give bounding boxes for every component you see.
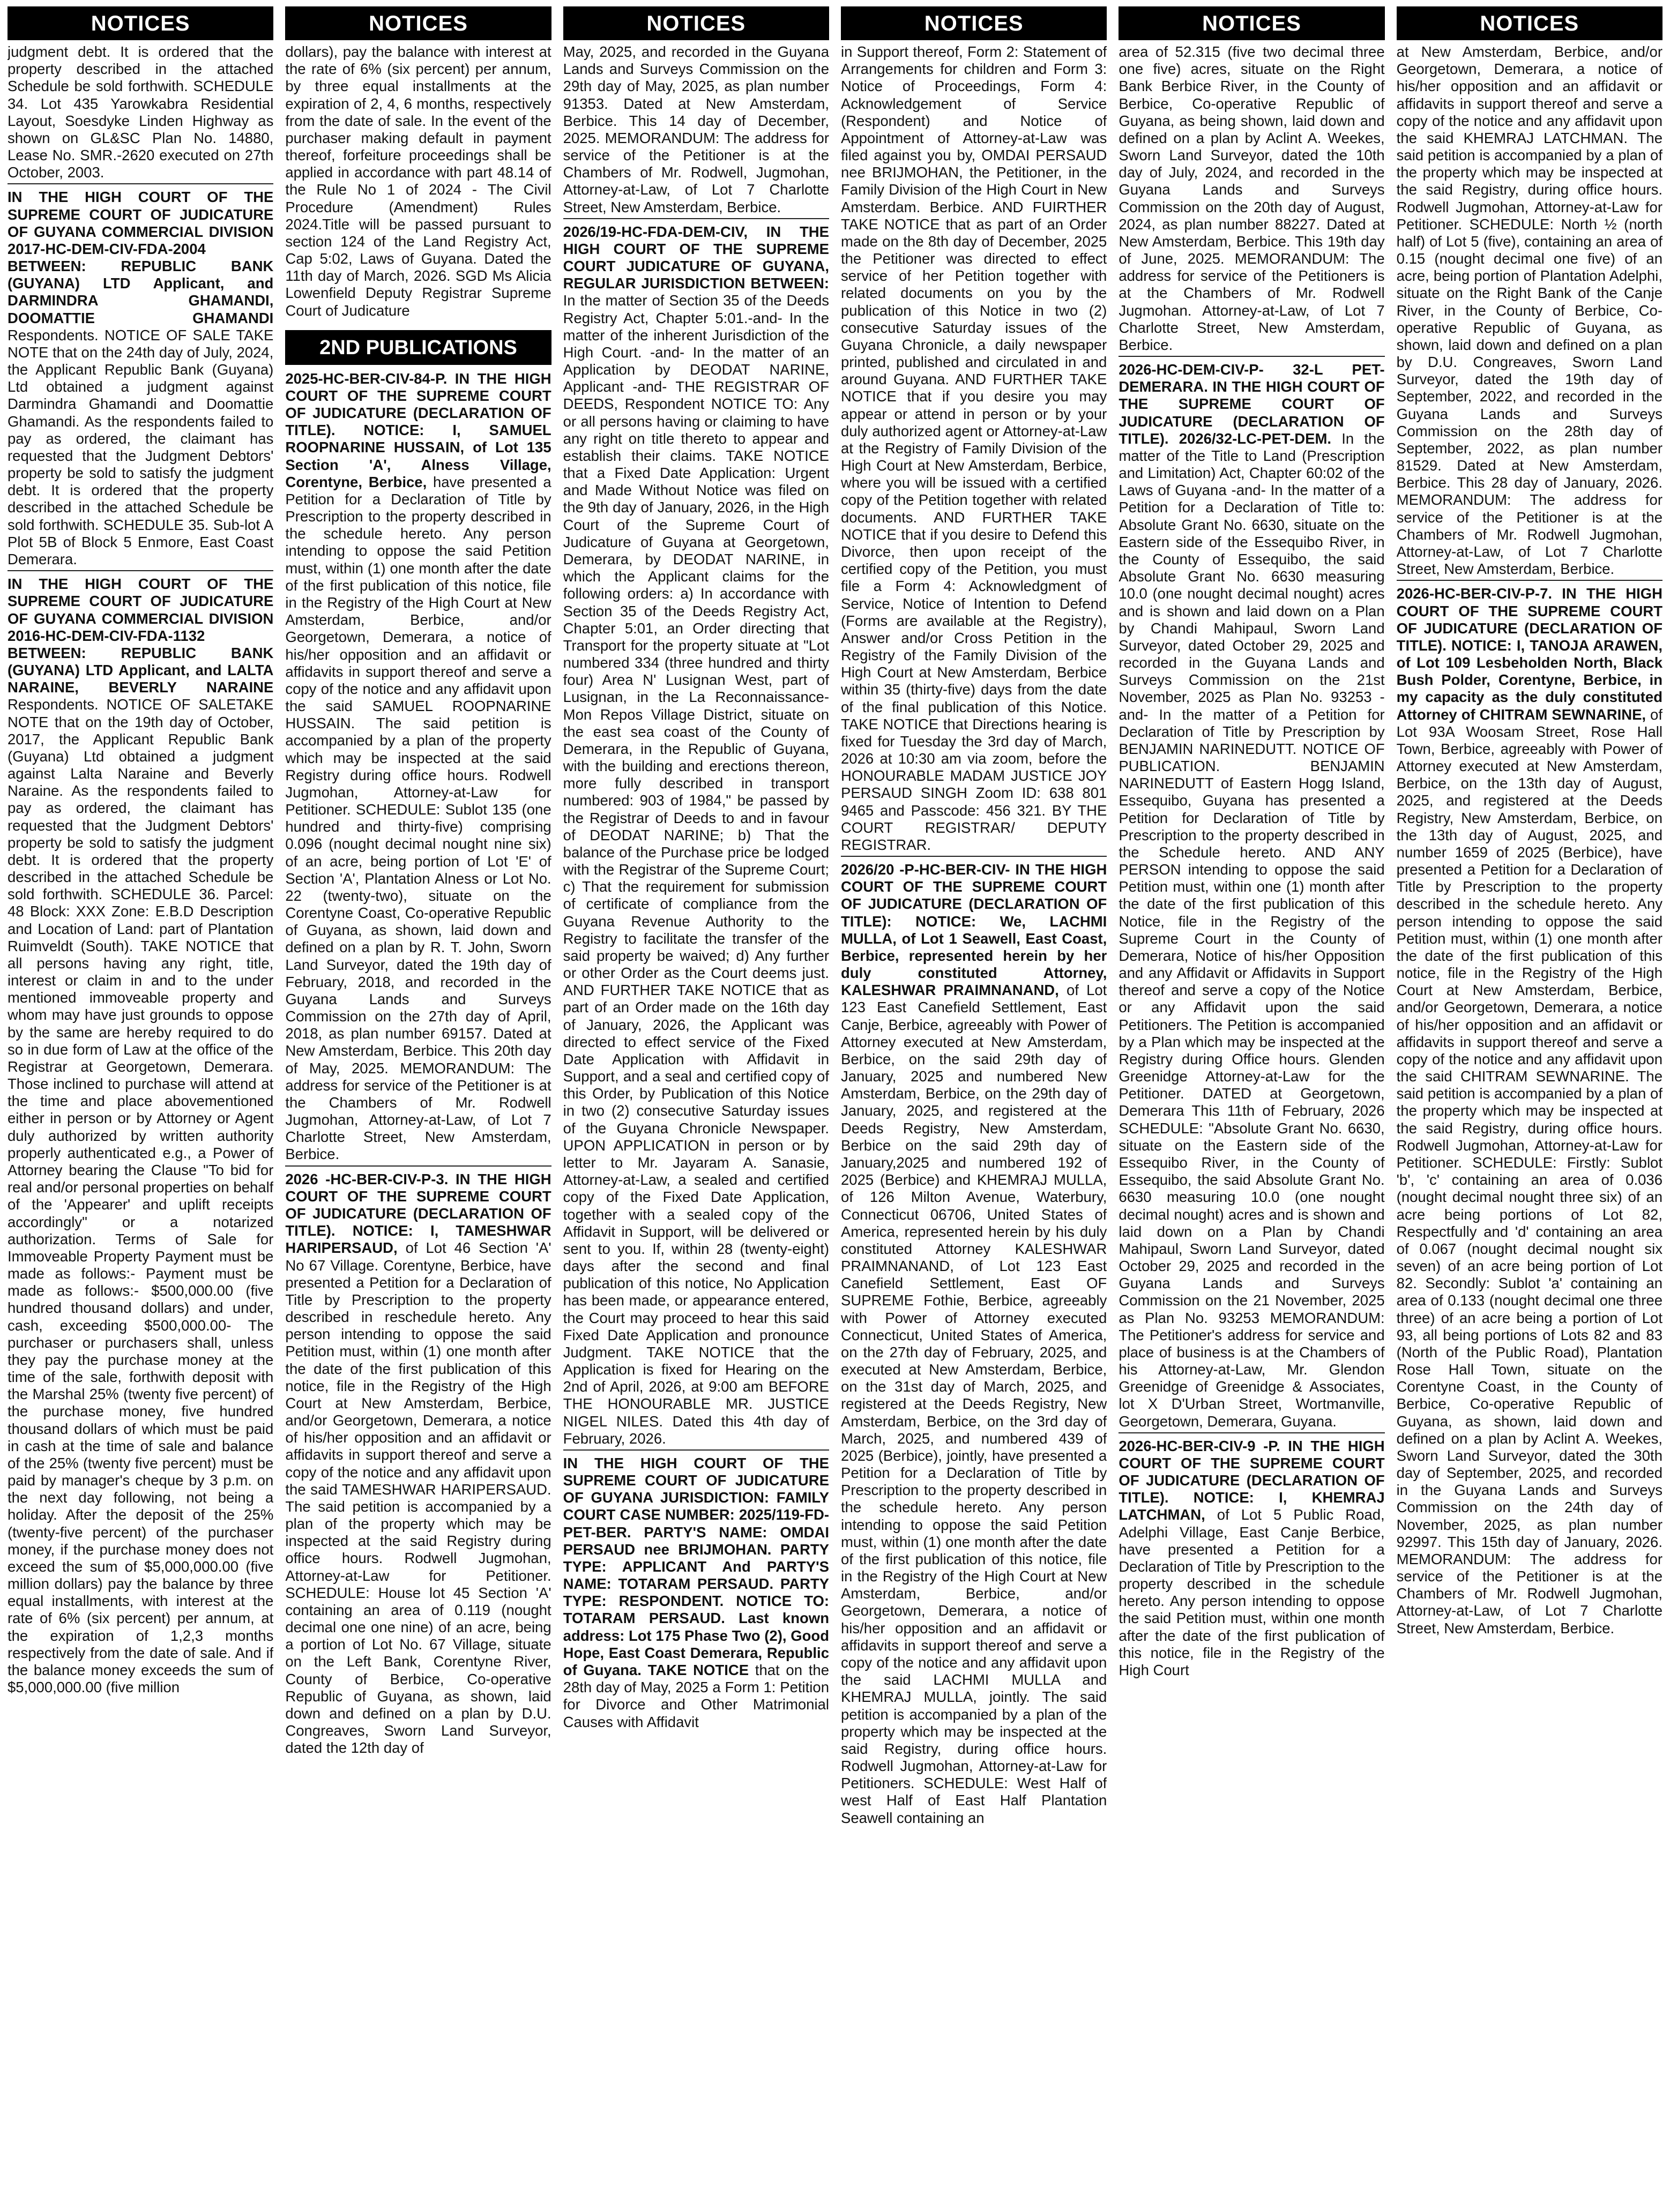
notice xyxy=(285,43,551,322)
notice-body: in Support thereof, Form 2: Statement of Arrangements for children and Form 3: Notice of Proceedings, Form 4: Acknowledgement of Service (Respondent) and Notice of Appointment of Attorney-at-Law was filed against you by, OMDAI PERSAUD nee BRIJMOHAN, the Petitioner, in the Family Division of the High Court in New Amsterdam. Berbice. AND FUIRTHER TAKE NOTICE that as part of an Order made on the 8th day of December, 2025 the Petitioner was directed to effect service of her Petition together with related documents on you by the publication of this Notice in two (2) consecutive Saturday issues of the Guyana Chronicle, a daily newspaper printed, published and circulated in and around Guyana. AND FURTHER TAKE NOTICE that if you desire you may appear or attend in person or by your duly authorized agent or Attorney-at-Law at the Registry of Family Division of the High Court at New Amsterdam, Berbice, where you will be issued with a certified copy of the Petition together with related documents. AND FURTHER TAKE NOTICE that if you desire to Defend this Divorce, then upon receipt of the certified copy of the Petition, you must file a Form 4: Acknowledgment of Service, Notice of Intention to Defend (Forms are available at the Registry), Answer and/or Cross Petition in the Registry of the Family Division of the High Court at New Amsterdam, Berbice within 35 (thirty-five) days from the date of the final publication of this Notice. TAKE NOTICE that Directions hearing is fixed for Tuesday the 3rd day of March, 2026 at 10:30 am via zoom, before the HONOURABLE MADAM JUSTICE JOY PERSAUD SINGH Zoom ID: 638 801 9465 and Passcode: 456 321. BY THE COURT REGISTRAR/ DEPUTY REGISTRAR. xyxy=(841,43,1107,853)
column-2 xyxy=(285,6,551,2206)
notice-lead: IN THE HIGH COURT OF THE SUPREME COURT OF JUDICATURE OF GUYANA COMMERCIAL DIVISION 2017-HC-DEM-CIV-FDA-2004 BETWEEN: REPUBLIC BANK (GUYANA) LTD Applicant, and DARMINDRA GHAMANDI, DOOMATTIE GHAMANDI xyxy=(8,189,274,326)
column-1 xyxy=(8,6,273,2206)
section-header-2nd-publications: 2ND PUBLICATIONS xyxy=(285,330,551,365)
column-header: NOTICES xyxy=(1397,6,1662,40)
column-3 xyxy=(563,6,829,2206)
notice-body: have presented a Petition for a Declaration of Title by Prescription to the property described in the schedule hereto. Any person intending to oppose the said Petition must, within (1) one month after the date of the first publication of this notice, file in the Registry of the High Court at New Amsterdam, Berbice, and/or Georgetown, Demerara, a notice of his/her opposition and an affidavit or affidavits in support thereof and serve a copy of the notice and any affidavit upon the said SAMUEL ROOPNARINE HUSSAIN. The said petition is accompanied by a plan of the property which may be inspected at the said Registry during office hours. Rodwell Jugmohan, Attorney-at-Law for Petitioner. SCHEDULE: Sublot 135 (one hundred and thirty-five) comprising 0.096 (nought decimal nought nine six) of an acre, being portion of Lot 'E' of Section 'A', Plantation Alness or Lot No. 22 (twenty-two), situate on the Corentyne Coast, Co-operative Republic of Guyana, as shown, laid down and defined on a plan by R. T. John, Sworn Land Surveyor, dated the 19th day of February, 2018, and recorded in the Guyana Lands and Surveys Commission on the 27th day of April, 2018, as plan number 69157. Dated at New Amsterdam, Berbice. This 20th day of May, 2025. MEMORANDUM: The address for service of the Petitioner is at the Chambers of Mr. Rodwell Jugmohan, Attorney-at-Law, of Lot 7 Charlotte Street, New Amsterdam, Berbice. xyxy=(285,473,551,1163)
notice-lead: 2026 -HC-BER-CIV-P-3. IN THE HIGH COURT OF THE SUPREME COURT OF JUDICATURE (DECLARATION OF TITLE). NOTICE: I, TAMESHWAR HARIPERSAUD, xyxy=(285,1170,551,1257)
notice xyxy=(285,1171,551,1759)
notice xyxy=(8,43,273,184)
notice xyxy=(285,370,551,1167)
notice xyxy=(1119,1438,1384,1681)
column-4 xyxy=(841,6,1107,2206)
notice xyxy=(563,223,829,1451)
notice-body: area of 52.315 (five two decimal three one five) acres, situate on the Right Bank Berbice River, in the County of Berbice, Co-operative Republic of Guyana, as being shown, laid down and defined on a plan by Aclint A. Weekes, Sworn Land Surveyor, dated the 10th day of July, 2024, and recorded in the Guyana Lands and Surveys Commission on the 20th day of August, 2024, as plan number 88227. Dated at New Amsterdam, Berbice. This 19th day of June, 2025. MEMORANDUM: The address for service of the Petitioners is at the Chambers of Mr. Rodwell Jugmohan. Attorney-at-Law, of Lot 7 Charlotte Street, New Amsterdam, Berbice. xyxy=(1119,43,1385,353)
notice xyxy=(1397,43,1662,581)
notice-body: at New Amsterdam, Berbice, and/or Georgetown, Demerara, a notice of his/her opposition and an affidavit or affidavits in support thereof and serve a copy of the notice and any affidavit upon the said KHEMRAJ LATCHMAN. The said petition is accompanied by a plan of the property which may be inspected at the said Registry, during office hours. Rodwell Jugmohan, Attorney-at-Law for Petitioner. SCHEDULE: North ½ (north half) of Lot 5 (five), containing an area of 0.15 (nought decimal one five) of an acre, being portion of Plantation Adelphi, situate on the Right Bank of the Canje River, in the County of Berbice, Co-operative Republic of Guyana, as shown, laid down and defined on a plan by D.U. Congreaves, Sworn Land Surveyor, dated the 19th day of September, 2022, and recorded in the Guyana Lands and Surveys Commission on the 28th day of September, 2022, as plan number 81529. Dated at New Amsterdam, Berbice. This 28 day of January, 2026. MEMORANDUM: The address for service of the Petitioner is at the Chambers of Mr. Rodwell Jugmohan, Attorney-at-Law, of Lot 7 Charlotte Street, New Amsterdam, Berbice. xyxy=(1396,43,1662,578)
notice-lead: 2026-HC-BER-CIV-P-7. IN THE HIGH COURT OF THE SUPREME COURT OF JUDICATURE (DECLARATION OF TITLE). NOTICE: I, TANOJA ARAWEN, of Lot 109 Lesbeholden North, Black Bush Polder, Corentyne, Berbice, in my capacity as the duly constituted Attorney of CHITRAM SEWNARINE, xyxy=(1396,585,1662,723)
column-header: NOTICES xyxy=(841,6,1107,40)
notice-body: judgment debt. It is ordered that the property described in the attached Schedule be sold forthwith. SCHEDULE 34. Lot 435 Yarowkabra Residential Layout, Soesdyke Linden Highway as shown on GL&SC Plan No. 14880, Lease No. SMR.-2620 executed on 27th October, 2003. xyxy=(8,43,274,181)
notice-lead: 2026/20 -P-HC-BER-CIV- IN THE HIGH COURT OF THE SUPREME COURT OF JUDICATURE (DECLARATION OF TITLE): NOTICE: We, LACHMI MULLA, of Lot 1 Seawell, East Coast, Berbice, represented herein by her duly constituted Attorney, KALESHWAR PRAIMNANAND, xyxy=(841,861,1107,999)
notice-body: of Lot 93A Woosam Street, Rose Hall Town, Berbice, agreeably with Power of Attorney executed at New Amsterdam, Berbice, on the 13th day of August, 2025, and registered at the Deeds Registry, New Amsterdam, Berbice, on the 13th day of August, 2025, and number 1659 of 2025 (Berbice), have presented a Petition for a Declaration of Title by Prescription to the property described in the schedule hereto. Any person intending to oppose the said Petition must, within (1) one month after the date of the first publication of this notice, file in the Registry of the High Court at New Amsterdam, Berbice, and/or Georgetown, Demerara, a notice of his/her opposition and an affidavit or affidavits in support thereof and serve a copy of the notice and any affidavit upon the said CHITRAM SEWNARINE. The said petition is accompanied by a plan of the property which may be inspected at the said Registry, during office hours. Rodwell Jugmohan, Attorney-at-Law for Petitioner. SCHEDULE: Firstly: Sublot 'b', 'c' containing an area of 0.036 (nought decimal nought three six) of an acre being portions of Lot 82, Respectfully and 'd' containing an area of 0.067 (nought decimal nought six seven) of an acre being portion of Lot 82. Secondly: Sublot 'a' containing an area of 0.133 (nought decimal one three three) of an acre being a portion of Lot 93, all being portions of Lots 82 and 83 (North of the Public Road), Plantation Rose Hall Town, situate on the Corentyne Coast, in the County of Berbice, Co-operative Republic of Guyana, as shown, laid down and defined on a plan by Aclint A. Weekes, Sworn Land Surveyor, dated the 30th day of September, 2025, and recorded in the Guyana Lands and Surveys Commission on the 24th day of November, 2025, as plan number 92997. This 15th day of January, 2026. MEMORANDUM: The address for service of the Petitioner is at the Chambers of Mr. Rodwell Jugmohan, Attorney-at-Law, of Lot 7 Charlotte Street, New Amsterdam, Berbice. xyxy=(1396,706,1662,1636)
notice-body: of Lot 123 East Canefield Settlement, East Canje, Berbice, agreeably with Power of Attorney executed at New Amsterdam, Berbice, on the said 29th day of January, 2025 and numbered New Amsterdam, Berbice, on the 29th day of January, 2025, and registered at the Deeds Registry, New Amsterdam, Berbice on the said 29th day of January,2025 and numbered 192 of 2025 (Berbice) and KHEMRAJ MULLA, of 126 Milton Avenue, Waterbury, Connecticut 06706, United States of America, represented herein by his duly constituted Attorney KALESHWAR PRAIMNANAND, of Lot 123 East Canefield Settlement, East OF SUPREME Fothie, Berbice, agreeably with Power of Attorney executed Connecticut, United States of America, on the 27th day of February, 2025, and executed at New Amsterdam, Berbice, on the 31st day of March, 2025, and registered at the Deeds Registry, New Amsterdam, Berbice, on the 3rd day of March, 2025, and numbered 439 of 2025 (Berbice), jointly, have presented a Petition for a Declaration of Title by Prescription to the property described in the schedule hereto. Any person intending to oppose the said Petition must, within (1) one month after the date of the first publication of this notice, file in the Registry of the High Court at New Amsterdam, Berbice, and/or Georgetown, Demerara, a notice of his/her opposition and an affidavit or affidavits in support thereof and serve a copy of the notice and any affidavit upon the said LACHMI MULLA and KHEMRAJ MULLA, jointly. The said petition is accompanied by a plan of the property which may be inspected at the said Registry, during office hours. Rodwell Jugmohan, Attorney-at-Law for Petitioners. SCHEDULE: West Half of west Half of East Half Plantation Seawell containing an xyxy=(841,982,1107,1826)
notice xyxy=(841,861,1107,1829)
notice xyxy=(1119,361,1384,1433)
notice-body: of Lot 5 Public Road, Adelphi Village, East Canje Berbice, have presented a Petition for a Declaration of Title by Prescription to the property described in the schedule hereto. Any person intending to oppose the said Petition must, within one month after the date of the first publication of this notice, file in the Registry of the High Court xyxy=(1119,1506,1385,1678)
column-header: NOTICES xyxy=(563,6,829,40)
notice-body: of Lot 46 Section 'A' No 67 Village. Corentyne, Berbice, have presented a Petition for a Declaration of Title by Prescription to the property described in reschedule hereto. Any person intending to oppose the said Petition must, within (1) one month after the date of the first publication of this notice, file in the Registry of the High Court at New Amsterdam, Berbice, and/or Georgetown, Demerara, a notice of his/her opposition and an affidavit or affidavits in support thereof and serve a copy of the notice and any affidavit upon the said TAMESHWAR HARIPERSAUD. The said petition is accompanied by a plan of the property which may be inspected at the said Registry during office hours. Rodwell Jugmohan, Attorney-at-Law for Petitioner. SCHEDULE: House lot 45 Section 'A' containing an area of 0.119 (nought decimal one one nine) of an acre, being a portion of Lot No. 67 Village, situate on the Left Bank, Corentyne River, County of Berbice, Co-operative Republic of Guyana, as shown, laid down and defined on a plan by D.U. Congreaves, Sworn Land Surveyor, dated the 12th day of xyxy=(285,1239,551,1757)
notice-lead: 2025-HC-BER-CIV-84-P. IN THE HIGH COURT OF THE SUPREME COURT OF JUDICATURE (DECLARATION OF TITLE). NOTICE: I, SAMUEL ROOPNARINE HUSSAIN, of Lot 135 Section 'A', Alness Village, Corentyne, Berbice, xyxy=(285,370,551,490)
notice xyxy=(8,576,273,1698)
notice xyxy=(1397,585,1662,1639)
column-header: NOTICES xyxy=(285,6,551,40)
notice-lead: IN THE HIGH COURT OF THE SUPREME COURT OF JUDICATURE OF GUYANA JURISDICTION: FAMILY COURT CASE NUMBER: 2025/119-FD-PET-BER. PARTY'S NAME: OMDAI PERSAUD nee BRIJMOHAN. PARTY TYPE: APPLICANT And PARTY'S NAME: TOTARAM PERSAUD. PARTY TYPE: RESPONDENT. NOTICE TO: TOTARAM PERSAUD. Last known address: Lot 175 Phase Two (2), Good Hope, East Coast Demerara, Republic of Guyana. TAKE NOTICE xyxy=(563,1454,829,1678)
notice-body: Respondents. NOTICE OF SALETAKE NOTE that on the 19th day of October, 2017, the Applicant Republic Bank (Guyana) Ltd obtained a judgment against Lalta Naraine and Beverly Naraine. As the respondents failed to pay as ordered, the claimant has requested that the Judgment Debtors' property be sold to satisfy the judgment debt. It is ordered that the property described in the attached Schedule be sold forthwith. SCHEDULE 36. Parcel: 48 Block: XXX Zone: E.B.D Description and Location of Land: part of Plantation Ruimveldt (South). TAKE NOTICE that all persons having any right, title, interest or claim in and to the under mentioned immoveable property and whom may have just grounds to oppose by the same are hereby required to do so in due form of Law at the office of the Registrar at Georgetown, Demerara. Those inclined to purchase will attend at the time and place abovementioned either in person or by Attorney or Agent duly authorized by written authority properly authenticated e.g., a Power of Attorney bearing the Clause "To bid for real and/or personal properties on behalf of the 'Appearer' and uplift receipts accordingly" or a notarized authorization. Terms of Sale for Immoveable Property Payment must be made as follows:- Payment must be made as follows:- $500,000.00 (five hundred thousand dollars) and under, cash, exceeding $500,000.00- The purchaser or purchasers shall, unless they pay the purchase money at the time of the sale, forthwith deposit with the Marshal 25% (twenty five percent) of the purchase money, five hundred thousand dollars of which must be paid in cash at the time of sale and balance of the 25% (twenty five percent) must be paid by manager's cheque by 3 p.m. on the next day following, not being a holiday. After the deposit of the 25% (twenty-five percent) of the purchaser money, if the purchase money does not exceed the sum of $5,000,000.00 (five million dollars) pay the balance by three equal installments, with interest at the rate of 6% (six percent) per annum, at the expiration of 1,2,3 months respectively from the date of sale. And if the balance money exceeds the sum of $5,000,000.00 (five million xyxy=(8,696,274,1696)
notice xyxy=(841,43,1107,857)
notice xyxy=(563,43,829,219)
notice xyxy=(1119,43,1384,357)
notice xyxy=(563,1455,829,1733)
column-5 xyxy=(1119,6,1384,2206)
notice-lead: 2026-HC-BER-CIV-9 -P. IN THE HIGH COURT OF THE SUPREME COURT OF JUDICATURE (DECLARATION OF TITLE). NOTICE: I, KHEMRAJ LATCHMAN, xyxy=(1119,1437,1385,1523)
notice-body: Respondents. NOTICE OF SALE TAKE NOTE that on the 24th day of July, 2024, the Applicant Republic Bank (Guyana) Ltd obtained a judgment against Darmindra Ghamandi and Doomattie Ghamandi. As the respondents failed to pay as ordered, the claimant has requested that the Judgment Debtors' property be sold to satisfy the judgment debt. It is ordered that the property described in the attached Schedule be sold forthwith. SCHEDULE 35. Sub-lot A Plot 5B of Block 5 Enmore, East Coast Demerara. xyxy=(8,326,274,567)
notice-body: In the matter of the Title to Land (Prescription and Limitation) Act, Chapter 60:02 of the Laws of Guyana -and- In the matter of a Petition for a Declaration of Title to: Absolute Grant No. 6630, situate on the Eastern side of the Essequibo River, in the County of Essequibo, the said Absolute Grant No. 6630 measuring 10.0 (one nought decimal nought) acres and is shown and laid down on a Plan by Chandi Mahipaul, Sworn Land Surveyor, dated October 29, 2025 and recorded in the Guyana Lands and Surveys Commission on the 21st November, 2025 as Plan No. 93253 -and- In the matter of a Petition for Declaration of Title by Prescription by BENJAMIN NARINEDUTT. NOTICE OF PUBLICATION. BENJAMIN NARINEDUTT of Eastern Hogg Island, Essequibo, Guyana has presented a Petition for Declaration of Title by Prescription to the property described in the Schedule hereto. AND ANY PERSON intending to oppose the said Petition must, within one (1) month after the date of the first publication of this Notice, file in the Registry of the Supreme Court in the County of Demerara, Notice of his/her Opposition and any Affidavit or Affidavits in Support thereof and serve a copy of the Notice or any Affidavit upon the said Petitioners. The Petition is accompanied by a Plan which may be inspected at the Registry during Office hours. Glenden Greenidge Attorney-at-Law for the Petitioner. DATED at Georgetown, Demerara This 11th of February, 2026 SCHEDULE: "Absolute Grant No. 6630, situate on the Eastern side of the Essequibo River, in the County of Essequibo, the said Absolute Grant No. 6630 measuring 10.0 (one nought decimal nought) acres and is shown and laid down on a Plan by Chandi Mahipaul, Sworn Land Surveyor, dated October 29, 2025 and recorded in the Guyana Lands and Surveys Commission on the 21 November, 2025 as Plan No. 93253 MEMORANDUM: The Petitioner's address for service and place of business is at the Chambers of his Attorney-at-Law, Mr. Glendon Greenidge of Greenidge & Associates, lot X D'Urban Street, Wortmanville, Georgetown, Demerara, Guyana. xyxy=(1119,430,1385,1430)
notice-body: that on the 28th day of May, 2025 a Form 1: Petition for Divorce and Other Matrimonial Causes with Affidavit xyxy=(563,1661,829,1730)
notice xyxy=(8,189,273,571)
column-header: NOTICES xyxy=(1119,6,1384,40)
notice-body: In the matter of Section 35 of the Deeds Registry Act, Chapter 5:01.-and- In the matter of the inherent Jurisdiction of the High Court. -and- In the matter of an Application by DEODAT NARINE, Applicant -and- THE REGISTRAR OF DEEDS, Respondent NOTICE TO: Any or all persons having or claiming to have any right on title thereto to appear and establish their claims. TAKE NOTICE that a Fixed Date Application: Urgent and Made Without Notice was filed on the 9th day of January, 2026, in the High Court of the Supreme Court of Judicature of Guyana at Georgetown, Demerara, by DEODAT NARINE, in which the Applicant claims for the following orders: a) In accordance with Section 35 of the Deeds Registry Act, Chapter 5:01, an Order directing that Transport for the property situate at "Lot numbered 334 (three hundred and thirty four) Area N' Lusignan West, part of Lusignan, in the La Reconnaissance-Mon Repos Village District, situate on the east sea coast of the County of Demerara, in the Republic of Guyana, with the building and erections thereon, more fully described in transport numbered: 903 of 1984," be passed by the Registrar of Deeds to and in favour of DEODAT NARINE; b) That the balance of the Purchase price be lodged with the Registrar of the Supreme Court; c) That the requirement for submission of certificate of compliance from the Guyana Revenue Authority to the Registry to facilitate the transfer of the said property be waived; d) Any further or other Order as the Court deems just. AND FURTHER TAKE NOTICE that as part of an Order made on the 16th day of January, 2026, the Applicant was directed to effect service of the Fixed Date Application with Affidavit in Support, and a seal and certified copy of this Order, by Publication of this Notice in two (2) consecutive Saturday issues of the Guyana Chronicle Newspaper. UPON APPLICATION in person or by letter to Mr. Jayaram A. Sanasie, Attorney-at-Law, a sealed and certified copy of the Fixed Date Application, together with a sealed copy of the Affidavit in Support, will be delivered or sent to you. If, within 28 (twenty-eight) days after the second and final publication of this notice, No Application has been made, or appearance entered, the Court may proceed to hear this said Fixed Date Application and pronounce Judgment. TAKE NOTICE that the Application is fixed for Hearing on the 2nd of April, 2026, at 9:00 am BEFORE THE HONOURABLE MR. JUSTICE NIGEL NILES. Dated this 4th day of February, 2026. xyxy=(563,292,829,1447)
notice-lead: 2026/19-HC-FDA-DEM-CIV, IN THE HIGH COURT OF THE SUPREME COURT JUDICATURE OF GUYANA, REGULAR JURISDICTION BETWEEN: xyxy=(563,223,829,292)
notice-body: dollars), pay the balance with interest at the rate of 6% (six percent) per annum, by three equal installments at the expiration of 2, 4, 6 months, respectively from the date of sale. In the event of the purchaser making default in payment thereof, forfeiture proceedings shall be applied in accordance with part 48.14 of the Rule No 1 of 2024 - The Civil Procedure (Amendment) Rules 2024.Title will be passed pursuant to section 124 of the Land Registry Act, Cap 5:02, Laws of Guyana. Dated the 11th day of March, 2026. SGD Ms Alicia Lowenfield Deputy Registrar Supreme Court of Judicature xyxy=(285,43,551,319)
notice-lead: IN THE HIGH COURT OF THE SUPREME COURT OF JUDICATURE OF GUYANA COMMERCIAL DIVISION 2016-HC-DEM-CIV-FDA-1132 BETWEEN: REPUBLIC BANK (GUYANA) LTD Applicant, and LALTA NARAINE, BEVERLY NARAINE xyxy=(8,576,274,696)
notice-body: May, 2025, and recorded in the Guyana Lands and Surveys Commission on the 29th day of May, 2025, as plan number 91353. Dated at New Amsterdam, Berbice. This 14 day of December, 2025. MEMORANDUM: The address for service of the Petitioner is at the Chambers of Mr. Rodwell, Jugmohan, Attorney-at-Law, of Lot 7 Charlotte Street, New Amsterdam, Berbice. xyxy=(563,43,829,215)
column-6 xyxy=(1397,6,1662,2206)
notice-lead: 2026-HC-DEM-CIV-P- 32-L PET- DEMERARA. IN THE HIGH COURT OF THE SUPREME COURT OF JUDICATURE (DECLARATION OF TITLE). 2026/32-LC-PET-DEM. xyxy=(1119,361,1385,447)
column-header: NOTICES xyxy=(8,6,273,40)
